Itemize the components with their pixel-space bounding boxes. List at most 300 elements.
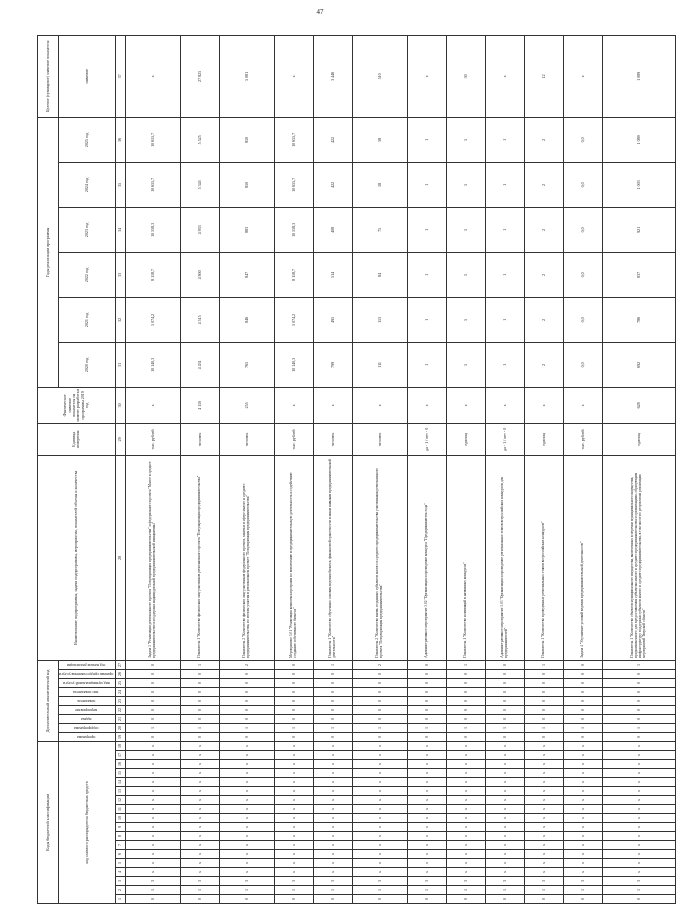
code-cell: 1 bbox=[180, 886, 219, 895]
table-row bbox=[125, 35, 180, 903]
code-cell: x bbox=[485, 868, 524, 877]
code-cell: x bbox=[274, 832, 313, 841]
year-value-cell: 5 bbox=[446, 342, 485, 387]
unit-cell: тыс. рублей bbox=[274, 423, 313, 455]
column-number-cell: 18 bbox=[115, 741, 125, 750]
column-number-cell: 22 bbox=[115, 705, 125, 714]
code-cell: 0 bbox=[180, 696, 219, 705]
code-cell: x bbox=[485, 805, 524, 814]
year-value-cell: 1 bbox=[485, 297, 524, 342]
code-col-program: программа bbox=[59, 732, 116, 741]
unit-cell: человек bbox=[219, 423, 274, 455]
code-cell: x bbox=[485, 850, 524, 859]
year-value-cell: 10 558,3 bbox=[125, 207, 180, 252]
table-row bbox=[602, 35, 675, 903]
column-number-cell: 31 bbox=[115, 342, 125, 387]
code-cell: 3 bbox=[407, 877, 446, 886]
code-cell: 0 bbox=[125, 696, 180, 705]
code-cell: x bbox=[180, 850, 219, 859]
final-value-cell: 1 089 bbox=[602, 35, 675, 117]
code-cell: x bbox=[219, 769, 274, 778]
row-name-cell: Показатель 2 "Количество вновь созданных субъектов малого и среднего предпринимательства участниками регионального проекта "Популяризация предпринимательства" bbox=[352, 455, 407, 660]
column-number-cell: 9 bbox=[115, 823, 125, 832]
code-cell: x bbox=[125, 805, 180, 814]
year-value-cell: 495 bbox=[313, 297, 352, 342]
year-value-cell: 765 bbox=[219, 342, 274, 387]
code-cell: 3 bbox=[485, 877, 524, 886]
year-value-cell: 846 bbox=[219, 297, 274, 342]
year-2024-header: 2024 год bbox=[59, 162, 116, 207]
row-name-cell: Административное мероприятие 3.03 "Организация и проведение региональных этапов всероссийских конкурсов для предпринимателей" bbox=[485, 455, 524, 660]
code-cell: 0 bbox=[274, 714, 313, 723]
final-value-header: значение bbox=[59, 35, 116, 117]
code-cell: 0 bbox=[485, 678, 524, 687]
code-cell: x bbox=[180, 868, 219, 877]
code-cell: x bbox=[180, 760, 219, 769]
code-cell: x bbox=[313, 769, 352, 778]
code-cell: x bbox=[180, 814, 219, 823]
code-cell: x bbox=[125, 741, 180, 750]
unit-cell: единиц bbox=[524, 423, 563, 455]
base-column-header: Фактическое значение показателя на момент разработки программы 2019 год bbox=[38, 387, 116, 423]
base-value-cell: x bbox=[524, 387, 563, 423]
code-cell: x bbox=[352, 769, 407, 778]
code-cell: 0 bbox=[125, 687, 180, 696]
code-cell: 0 bbox=[352, 678, 407, 687]
code-cell: 3 bbox=[125, 877, 180, 886]
code-cell: 2 bbox=[219, 660, 274, 669]
unit-cell: да - 1 / нет - 0 bbox=[485, 423, 524, 455]
row-name-cell: Показатель 1 "Количество объектов муниципального имущества, включенных в перечни муниципального имущества, предназначенного для предоставления субъектам малого и среднего предпринимательства и организациям, образующим инфраструктуру поддержки субъектов малого и среднего предпринимательства, в том числе по результатам реализации мероприятий Тверской области" bbox=[602, 455, 675, 660]
year-value-cell: 58 bbox=[352, 117, 407, 162]
column-number-cell: 26 bbox=[115, 669, 125, 678]
code-cell: x bbox=[446, 805, 485, 814]
year-value-cell: 5 bbox=[446, 297, 485, 342]
code-cell: x bbox=[274, 760, 313, 769]
code-cell: 0 bbox=[485, 687, 524, 696]
base-value-cell: 628 bbox=[602, 387, 675, 423]
code-cell: 0 bbox=[274, 678, 313, 687]
code-cell: x bbox=[180, 741, 219, 750]
code-cell: 0 bbox=[313, 696, 352, 705]
code-cell: 0 bbox=[563, 895, 602, 904]
code-cell: x bbox=[485, 814, 524, 823]
column-number-cell: 10 bbox=[115, 814, 125, 823]
code-cell: x bbox=[219, 814, 274, 823]
code-cell: x bbox=[407, 769, 446, 778]
code-cell: 0 bbox=[524, 678, 563, 687]
code-cell: x bbox=[563, 850, 602, 859]
table-row bbox=[352, 35, 407, 903]
code-cell: x bbox=[485, 841, 524, 850]
code-cell: 0 bbox=[602, 895, 675, 904]
code-cell: x bbox=[125, 859, 180, 868]
code-cell: x bbox=[219, 796, 274, 805]
code-cell: x bbox=[524, 805, 563, 814]
row-name-cell: Административное мероприятие 3.02 "Организация и проведение конкурса "Предприниматель года" bbox=[407, 455, 446, 660]
code-cell: 0 bbox=[485, 714, 524, 723]
code-cell: x bbox=[219, 841, 274, 850]
code-col-sign: признак предоставления услуги bbox=[59, 669, 116, 678]
row-name-cell: Мероприятие 3.01 "Реализация комплекса программ по вовлечению в предпринимательскую деятельность и содействию созданию собственного бизнеса" bbox=[274, 455, 313, 660]
base-value-cell: x bbox=[274, 387, 313, 423]
code-cell: 0 bbox=[125, 705, 180, 714]
code-cell: x bbox=[313, 868, 352, 877]
code-cell: x bbox=[219, 805, 274, 814]
final-value-cell: 12 bbox=[524, 35, 563, 117]
program-table bbox=[37, 35, 676, 904]
code-cell: x bbox=[446, 868, 485, 877]
column-number-cell: 14 bbox=[115, 778, 125, 787]
code-cell: 3 bbox=[352, 877, 407, 886]
code-cell: x bbox=[446, 741, 485, 750]
year-value-cell: 422 bbox=[313, 162, 352, 207]
code-cell: 0 bbox=[180, 732, 219, 741]
table-row bbox=[407, 35, 446, 903]
unit-cell: тыс. рублей bbox=[563, 423, 602, 455]
final-group-header: Целевое (суммарное) значение показателя bbox=[38, 35, 59, 117]
table-row bbox=[313, 35, 352, 903]
extra-code-group-header: Дополнительный аналитический код bbox=[38, 660, 59, 741]
code-cell: x bbox=[407, 787, 446, 796]
code-cell: 0 bbox=[563, 669, 602, 678]
code-cell: x bbox=[352, 850, 407, 859]
code-cell: 0 bbox=[219, 678, 274, 687]
column-number-cell: 37 bbox=[115, 35, 125, 117]
code-cell: 0 bbox=[219, 687, 274, 696]
code-cell: x bbox=[602, 814, 675, 823]
code-cell: x bbox=[524, 841, 563, 850]
code-cell: 0 bbox=[446, 895, 485, 904]
code-cell: 1 bbox=[602, 660, 675, 669]
year-value-cell: 8 118,7 bbox=[125, 252, 180, 297]
year-value-cell: 837 bbox=[602, 252, 675, 297]
unit-cell: тыс. рублей bbox=[125, 423, 180, 455]
year-value-cell: 10 140,3 bbox=[274, 342, 313, 387]
code-cell: x bbox=[563, 751, 602, 760]
code-cell: x bbox=[602, 751, 675, 760]
column-number-cell: 3 bbox=[115, 877, 125, 886]
code-cell: x bbox=[274, 868, 313, 877]
code-cell: 0 bbox=[180, 678, 219, 687]
year-value-cell: 1 bbox=[485, 207, 524, 252]
name-column-header: Наименование подпрограммы, задачи подпрограммы, мероприятия, показателей объемы и количества bbox=[38, 455, 116, 660]
code-cell: x bbox=[602, 769, 675, 778]
code-cell: 1 bbox=[524, 660, 563, 669]
year-value-cell: 0,0 bbox=[563, 342, 602, 387]
code-cell: 0 bbox=[485, 732, 524, 741]
code-cell: 0 bbox=[180, 895, 219, 904]
table-row bbox=[485, 35, 524, 903]
code-cell: 0 bbox=[446, 687, 485, 696]
code-cell: x bbox=[180, 832, 219, 841]
final-value-cell: x bbox=[563, 35, 602, 117]
unit-cell: единиц bbox=[602, 423, 675, 455]
code-cell: 0 bbox=[352, 696, 407, 705]
code-cell: x bbox=[407, 741, 446, 750]
code-cell: 0 bbox=[125, 678, 180, 687]
code-cell: 0 bbox=[485, 660, 524, 669]
year-value-cell: 5 074,2 bbox=[125, 297, 180, 342]
code-cell: x bbox=[407, 823, 446, 832]
year-2021-header: 2021 год bbox=[59, 297, 116, 342]
year-value-cell: 1 bbox=[407, 207, 446, 252]
column-number-cell: 17 bbox=[115, 751, 125, 760]
code-cell: x bbox=[446, 778, 485, 787]
column-number-cell: 5 bbox=[115, 859, 125, 868]
code-cell: 0 bbox=[352, 669, 407, 678]
code-cell: x bbox=[602, 850, 675, 859]
code-cell: 3 bbox=[180, 877, 219, 886]
year-value-cell: 0,0 bbox=[563, 297, 602, 342]
year-value-cell: 847 bbox=[219, 252, 274, 297]
code-cell: 0 bbox=[563, 696, 602, 705]
year-value-cell: 1 bbox=[485, 342, 524, 387]
code-cell: 1 bbox=[313, 660, 352, 669]
code-cell: 0 bbox=[125, 669, 180, 678]
code-cell: x bbox=[352, 841, 407, 850]
code-cell: x bbox=[125, 796, 180, 805]
year-value-cell: 2 bbox=[524, 162, 563, 207]
column-number-cell: 8 bbox=[115, 832, 125, 841]
year-2023-header: 2023 год bbox=[59, 207, 116, 252]
code-cell: x bbox=[352, 778, 407, 787]
code-cell: x bbox=[274, 778, 313, 787]
code-cell: x bbox=[274, 841, 313, 850]
column-number-cell: 21 bbox=[115, 714, 125, 723]
code-cell: x bbox=[352, 796, 407, 805]
code-cell: x bbox=[407, 841, 446, 850]
code-cell: x bbox=[407, 760, 446, 769]
code-cell: 0 bbox=[446, 678, 485, 687]
code-cell: 0 bbox=[602, 696, 675, 705]
code-cell: x bbox=[407, 751, 446, 760]
code-cell: 1 bbox=[524, 723, 563, 732]
code-cell: x bbox=[524, 778, 563, 787]
code-cell: x bbox=[352, 760, 407, 769]
code-cell: x bbox=[485, 823, 524, 832]
code-cell: x bbox=[125, 787, 180, 796]
code-cell: 0 bbox=[313, 669, 352, 678]
code-cell: 0 bbox=[446, 732, 485, 741]
code-cell: x bbox=[313, 787, 352, 796]
code-cell: 0 bbox=[352, 705, 407, 714]
year-value-cell: 5 bbox=[446, 162, 485, 207]
year-value-cell: 0,0 bbox=[563, 252, 602, 297]
code-cell: 0 bbox=[407, 714, 446, 723]
column-number-cell: 12 bbox=[115, 796, 125, 805]
code-cell: 1 bbox=[407, 723, 446, 732]
code-cell: x bbox=[180, 778, 219, 787]
code-cell: 0 bbox=[602, 678, 675, 687]
code-cell: x bbox=[313, 741, 352, 750]
final-value-cell: 510 bbox=[352, 35, 407, 117]
base-value-cell: x bbox=[485, 387, 524, 423]
code-cell: x bbox=[352, 832, 407, 841]
year-value-cell: 10 655,7 bbox=[274, 162, 313, 207]
code-cell: x bbox=[352, 814, 407, 823]
code-cell: x bbox=[446, 823, 485, 832]
code-cell: x bbox=[407, 868, 446, 877]
code-cell: x bbox=[180, 823, 219, 832]
table-row bbox=[524, 35, 563, 903]
code-cell: 0 bbox=[485, 705, 524, 714]
code-cell: 0 bbox=[352, 687, 407, 696]
code-cell: 0 bbox=[524, 687, 563, 696]
code-cell: 1 bbox=[563, 886, 602, 895]
years-group-header: Годы реализации программы bbox=[38, 117, 59, 387]
code-cell: x bbox=[563, 805, 602, 814]
code-cell: 1 bbox=[485, 886, 524, 895]
code-cell: 0 bbox=[180, 687, 219, 696]
code-cell: x bbox=[563, 787, 602, 796]
base-value-cell: x bbox=[352, 387, 407, 423]
year-value-cell: 2 bbox=[524, 252, 563, 297]
year-2022-header: 2022 год bbox=[59, 252, 116, 297]
code-cell: x bbox=[313, 751, 352, 760]
code-cell: x bbox=[313, 760, 352, 769]
code-cell: x bbox=[125, 850, 180, 859]
code-cell: x bbox=[407, 814, 446, 823]
code-cell: x bbox=[125, 751, 180, 760]
code-cell: 1 bbox=[352, 723, 407, 732]
code-cell: x bbox=[407, 778, 446, 787]
year-value-cell: 5 345 bbox=[180, 162, 219, 207]
code-cell: x bbox=[313, 814, 352, 823]
code-cell: x bbox=[125, 778, 180, 787]
year-value-cell: 10 655,7 bbox=[274, 117, 313, 162]
table-row bbox=[180, 35, 219, 903]
year-value-cell: 883 bbox=[219, 207, 274, 252]
code-cell: 3 bbox=[446, 877, 485, 886]
code-cell: 0 bbox=[563, 678, 602, 687]
page-number: 47 bbox=[316, 8, 324, 16]
code-cell: x bbox=[274, 751, 313, 760]
code-cell: 0 bbox=[485, 895, 524, 904]
year-value-cell: 2 bbox=[524, 297, 563, 342]
unit-cell: да - 1 / нет - 0 bbox=[407, 423, 446, 455]
code-cell: x bbox=[563, 778, 602, 787]
code-cell: x bbox=[180, 796, 219, 805]
year-value-cell: 1 bbox=[407, 342, 446, 387]
year-value-cell: 422 bbox=[313, 117, 352, 162]
code-cell: 0 bbox=[313, 705, 352, 714]
year-value-cell: 692 bbox=[602, 342, 675, 387]
code-cell: x bbox=[524, 787, 563, 796]
code-cell: x bbox=[563, 814, 602, 823]
year-value-cell: 4 515 bbox=[180, 297, 219, 342]
code-cell: x bbox=[563, 741, 602, 750]
code-cell: 1 bbox=[219, 886, 274, 895]
code-cell: 0 bbox=[563, 714, 602, 723]
code-cell: 3 bbox=[602, 877, 675, 886]
final-value-cell: 27 825 bbox=[180, 35, 219, 117]
code-cell: x bbox=[274, 769, 313, 778]
column-number-cell: 34 bbox=[115, 207, 125, 252]
code-cell: 1 bbox=[125, 886, 180, 895]
code-col-type: тип показателя bbox=[59, 687, 116, 696]
code-cell: 0 bbox=[446, 669, 485, 678]
code-cell: 0 bbox=[524, 696, 563, 705]
code-cell: 0 bbox=[313, 714, 352, 723]
code-cell: x bbox=[524, 769, 563, 778]
code-cell: x bbox=[274, 796, 313, 805]
column-number-cell: 35 bbox=[115, 162, 125, 207]
code-cell: 0 bbox=[524, 669, 563, 678]
code-cell: x bbox=[219, 850, 274, 859]
code-cell: 0 bbox=[446, 696, 485, 705]
code-cell: x bbox=[524, 760, 563, 769]
code-cell: x bbox=[485, 832, 524, 841]
code-cell: x bbox=[446, 841, 485, 850]
code-cell: x bbox=[313, 805, 352, 814]
year-value-cell: 10 558,3 bbox=[274, 207, 313, 252]
code-cell: x bbox=[125, 760, 180, 769]
code-col-event: мероприятие bbox=[59, 705, 116, 714]
year-value-cell: 1 bbox=[485, 252, 524, 297]
code-cell: 0 bbox=[125, 714, 180, 723]
year-value-cell: 1 003 bbox=[602, 162, 675, 207]
code-cell: x bbox=[274, 814, 313, 823]
code-cell: 0 bbox=[313, 732, 352, 741]
year-value-cell: 8 118,7 bbox=[274, 252, 313, 297]
table-row bbox=[563, 35, 602, 903]
code-cell: 0 bbox=[446, 705, 485, 714]
code-cell: x bbox=[180, 787, 219, 796]
year-value-cell: 84 bbox=[352, 252, 407, 297]
code-cell: x bbox=[563, 841, 602, 850]
code-cell: 0 bbox=[274, 895, 313, 904]
code-cell: x bbox=[219, 859, 274, 868]
code-cell: x bbox=[485, 859, 524, 868]
code-cell: x bbox=[563, 859, 602, 868]
code-cell: x bbox=[125, 841, 180, 850]
code-cell: 1 bbox=[274, 886, 313, 895]
code-cell: x bbox=[125, 814, 180, 823]
code-cell: x bbox=[352, 805, 407, 814]
year-value-cell: 2 bbox=[524, 342, 563, 387]
year-value-cell: 10 655,7 bbox=[125, 117, 180, 162]
code-cell: x bbox=[446, 769, 485, 778]
code-cell: 1 bbox=[446, 660, 485, 669]
column-number-cell: 24 bbox=[115, 687, 125, 696]
column-number-cell: 36 bbox=[115, 117, 125, 162]
base-value-cell: x bbox=[407, 387, 446, 423]
year-value-cell: 921 bbox=[602, 207, 675, 252]
code-cell: x bbox=[274, 787, 313, 796]
code-cell: x bbox=[446, 859, 485, 868]
code-cell: x bbox=[485, 760, 524, 769]
code-cell: 0 bbox=[352, 714, 407, 723]
year-value-cell: 850 bbox=[219, 117, 274, 162]
code-cell: x bbox=[125, 868, 180, 877]
code-cell: 0 bbox=[524, 895, 563, 904]
code-cell: x bbox=[407, 796, 446, 805]
code-cell: x bbox=[407, 805, 446, 814]
table-body bbox=[125, 35, 675, 903]
code-cell: 0 bbox=[563, 660, 602, 669]
final-value-cell: 5 081 bbox=[219, 35, 274, 117]
code-cell: 1 bbox=[524, 886, 563, 895]
code-cell: x bbox=[524, 741, 563, 750]
code-cell: x bbox=[524, 832, 563, 841]
year-value-cell: 1 bbox=[407, 162, 446, 207]
code-cell: 0 bbox=[219, 696, 274, 705]
year-value-cell: 2 bbox=[524, 207, 563, 252]
code-cell: x bbox=[219, 760, 274, 769]
code-cell: x bbox=[563, 760, 602, 769]
code-cell: 0 bbox=[219, 732, 274, 741]
